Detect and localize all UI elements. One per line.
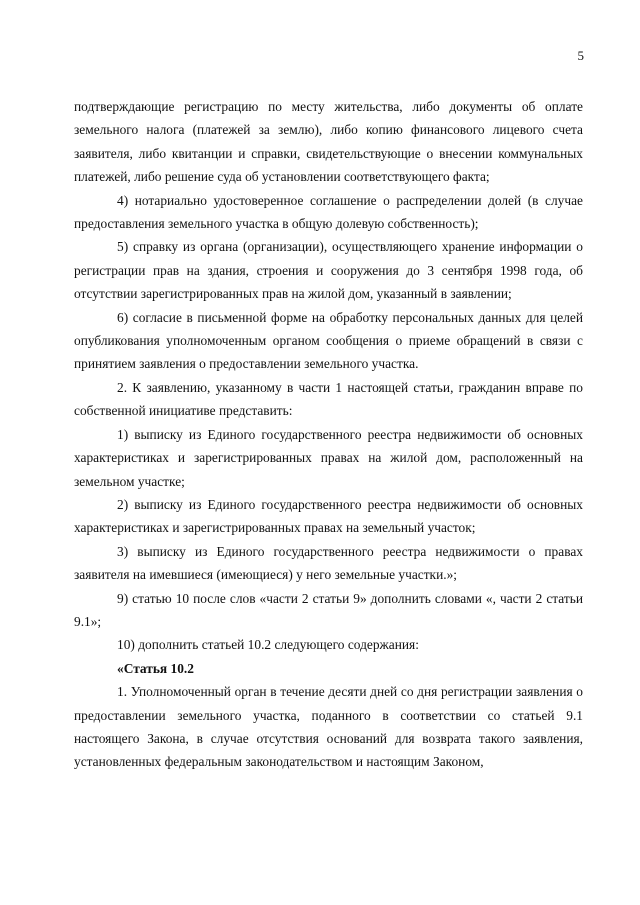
paragraph: 2) выписку из Единого государственного реестра недвижимости об основных характеристиках и зарегистрированных правах на земельный участок; <box>74 496 583 536</box>
paragraph: 1) выписку из Единого государственного реестра недвижимости об основных характеристиках и зарегистрированных правах на жилой дом, расположенный на земельном участке; <box>74 426 583 489</box>
paragraph: 9) статью 10 после слов «части 2 статьи 9» дополнить словами «, части 2 статьи 9.1»; <box>74 590 583 629</box>
paragraph: 6) согласие в письменной форме на обработку персональных данных для целей опубликования уполномоченным органом сообщения о приеме обращений в связи с принятием заявления о предоставлении земельного участка. <box>74 309 583 372</box>
article-heading: «Статья 10.2 <box>117 660 194 676</box>
paragraph: подтверждающие регистрацию по месту жительства, либо документы об оплате земельного налога (платежей за землю), либо копию финансового лицевого счета заявителя, либо квитанции и справки, свидетельствующие о внесении коммунальных платежей, либо решение суда об установлении соответствующего факта; <box>74 99 583 185</box>
paragraph: 1. Уполномоченный орган в течение десяти дней со дня регистрации заявления о предоставлении земельного участка, поданного в соответствии со статьей 9.1 настоящего Закона, в случае отсутствия оснований для возврата такого заявления, установленных федеральным законодательством и настоящим Законом, <box>74 684 583 770</box>
paragraph: 3) выписку из Единого государственного реестра недвижимости о правах заявителя на имевшиеся (имеющиеся) у него земельные участки.»; <box>74 543 583 583</box>
paragraph: 5) справку из органа (организации), осуществляющего хранение информации о регистрации прав на здания, строения и сооружения до 3 сентября 1998 года, об отсутствии зарегистрированных прав на жилой дом, указанный в заявлении; <box>74 239 583 302</box>
document-body <box>74 95 583 774</box>
paragraph: 2. К заявлению, указанному в части 1 настоящей статьи, гражданин вправе по собственной инициативе представить: <box>74 379 583 419</box>
paragraph: 10) дополнить статьей 10.2 следующего содержания: <box>117 637 419 653</box>
page-number: 5 <box>577 48 584 63</box>
paragraph: 4) нотариально удостоверенное соглашение о распределении долей (в случае предоставления земельного участка в общую долевую собственность); <box>74 192 583 232</box>
